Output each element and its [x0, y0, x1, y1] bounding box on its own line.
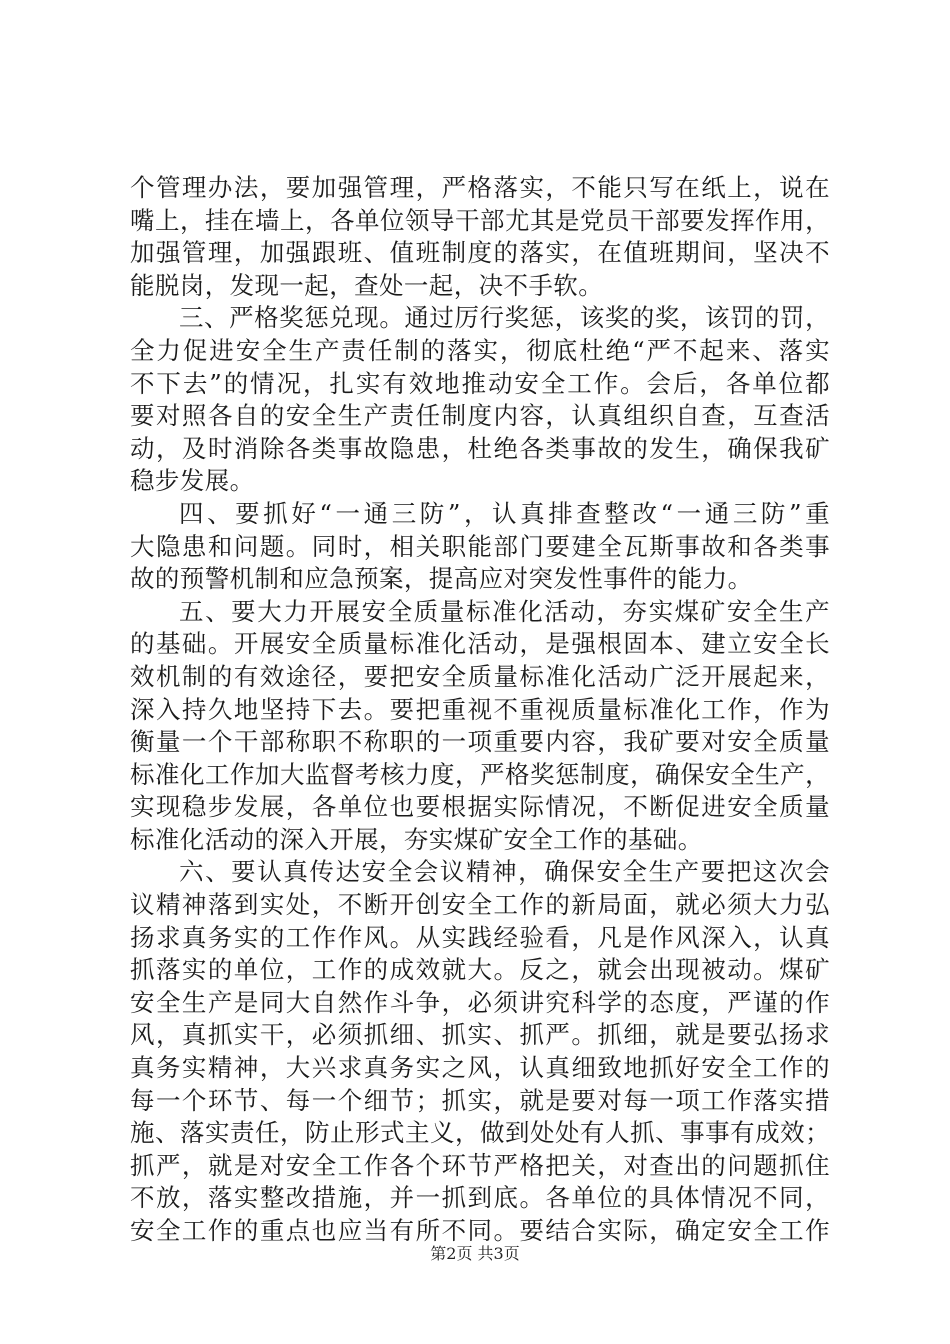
text-line: 嘴上，挂在墙上，各单位领导干部尤其是党员干部要发挥作用， [130, 205, 830, 235]
text-line: 安全工作的重点也应当有所不同。要结合实际，确定安全工作 [130, 1216, 830, 1245]
text-line: 抓严，就是对安全工作各个环节严格把关，对查出的问题抓住 [130, 1150, 830, 1180]
text-line: 要对照各自的安全生产责任制度内容，认真组织自查，互查活 [130, 401, 830, 431]
text-line: 效机制的有效途径，要把安全质量标准化活动广泛开展起来， [130, 661, 830, 691]
document-body [130, 172, 830, 1248]
text-line: 实现稳步发展，各单位也要根据实际情况，不断促进安全质量 [130, 792, 830, 822]
text-line: 每一个环节、每一个细节；抓实，就是要对每一项工作落实措 [130, 1085, 830, 1115]
page-footer: 第2页 共3页 [430, 1244, 520, 1263]
text-line: 三、严格奖惩兑现。通过厉行奖惩，该奖的奖，该罚的罚， [179, 303, 830, 333]
text-line: 扬求真务实的工作作风。从实践经验看，凡是作风深入，认真 [130, 922, 830, 952]
text-line: 加强管理，加强跟班、值班制度的落实，在值班期间，坚决不 [130, 238, 830, 268]
text-line: 五、要大力开展安全质量标准化活动，夯实煤矿安全生产 [179, 596, 830, 626]
text-line: 不下去”的情况，扎实有效地推动安全工作。会后，各单位都 [130, 368, 830, 398]
text-line: 施、落实责任，防止形式主义，做到处处有人抓、事事有成效； [130, 1118, 830, 1148]
text-line: 标准化活动的深入开展，夯实煤矿安全工作的基础。 [130, 824, 703, 854]
text-line: 安全生产是同大自然作斗争，必须讲究科学的态度，严谨的作 [130, 987, 830, 1017]
text-line: 衡量一个干部称职不称职的一项重要内容，我矿要对安全质量 [130, 727, 830, 757]
text-line: 动，及时消除各类事故隐患，杜绝各类事故的发生，确保我矿 [130, 433, 830, 463]
text-line: 四、要抓好“一通三防”，认真排查整改“一通三防”重 [179, 498, 830, 528]
text-line: 标准化工作加大监督考核力度，严格奖惩制度，确保安全生产， [130, 759, 830, 789]
text-line: 稳步发展。 [130, 466, 255, 496]
text-line: 的基础。开展安全质量标准化活动，是强根固本、建立安全长 [130, 629, 830, 659]
text-line: 风，真抓实干，必须抓细、抓实、抓严。抓细，就是要弘扬求 [130, 1020, 830, 1050]
text-line: 故的预警机制和应急预案，提高应对突发性事件的能力。 [130, 564, 753, 594]
text-line: 不放，落实整改措施，并一抓到底。各单位的具体情况不同， [130, 1183, 830, 1213]
text-line: 能脱岗，发现一起，查处一起，决不手软。 [130, 270, 604, 300]
text-line: 真务实精神，大兴求真务实之风，认真细致地抓好安全工作的 [130, 1053, 830, 1083]
text-line: 议精神落到实处，不断开创安全工作的新局面，就必须大力弘 [130, 890, 830, 920]
text-line: 全力促进安全生产责任制的落实，彻底杜绝“严不起来、落实 [130, 335, 830, 365]
text-line: 六、要认真传达安全会议精神，确保安全生产要把这次会 [179, 857, 830, 887]
text-line: 抓落实的单位，工作的成效就大。反之，就会出现被动。煤矿 [130, 955, 830, 985]
text-line: 大隐患和问题。同时，相关职能部门要建全瓦斯事故和各类事 [130, 531, 830, 561]
text-line: 深入持久地坚持下去。要把重视不重视质量标准化工作，作为 [130, 694, 830, 724]
text-line: 个管理办法，要加强管理，严格落实，不能只写在纸上，说在 [130, 173, 830, 202]
